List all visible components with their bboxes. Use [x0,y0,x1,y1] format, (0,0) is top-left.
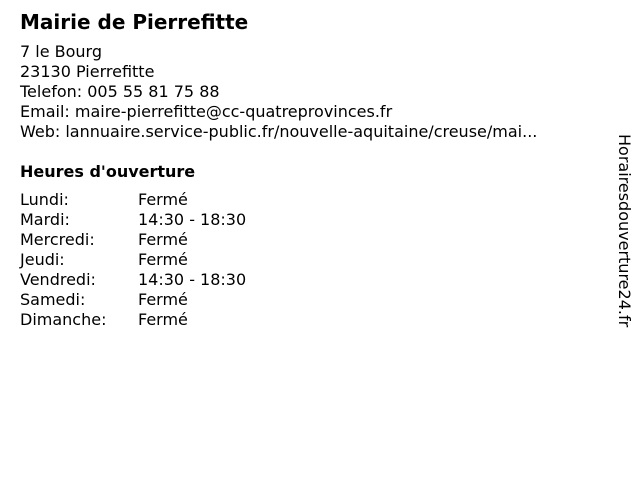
day-hours: Fermé [138,250,188,269]
day-label: Jeudi: [20,250,65,269]
page-title: Mairie de Pierrefitte [20,10,249,34]
opening-hours-list [20,190,610,330]
hours-row-dimanche [20,310,610,330]
hours-row-lundi [20,190,610,210]
day-hours: Fermé [138,290,188,309]
day-hours: Fermé [138,190,188,209]
day-label: Vendredi: [20,270,96,289]
day-label: Samedi: [20,290,86,309]
day-label: Dimanche: [20,310,107,329]
address-line-2: 23130 Pierrefitte [20,62,155,81]
day-label: Mardi: [20,210,70,229]
hours-row-mardi [20,210,610,230]
hours-row-mercredi [20,230,610,250]
web-link[interactable]: Web: lannuaire.service-public.fr/nouvelle-aquitaine/creuse/mai... [20,122,538,141]
hours-row-vendredi [20,270,610,290]
day-hours: 14:30 - 18:30 [138,210,247,229]
site-brand-label: Horairesdouverture24.fr [615,134,634,328]
day-hours: Fermé [138,310,188,329]
day-label: Lundi: [20,190,69,209]
hours-row-samedi [20,290,610,310]
day-hours: 14:30 - 18:30 [138,270,247,289]
phone-line[interactable]: Telefon: 005 55 81 75 88 [20,82,220,101]
opening-hours-heading: Heures d'ouverture [20,162,196,181]
mairie-card [20,10,610,330]
hours-row-jeudi [20,250,610,270]
day-label: Mercredi: [20,230,95,249]
day-hours: Fermé [138,230,188,249]
email-line[interactable]: Email: maire-pierrefitte@cc-quatreprovinces.fr [20,102,393,121]
address-line-1: 7 le Bourg [20,42,102,61]
